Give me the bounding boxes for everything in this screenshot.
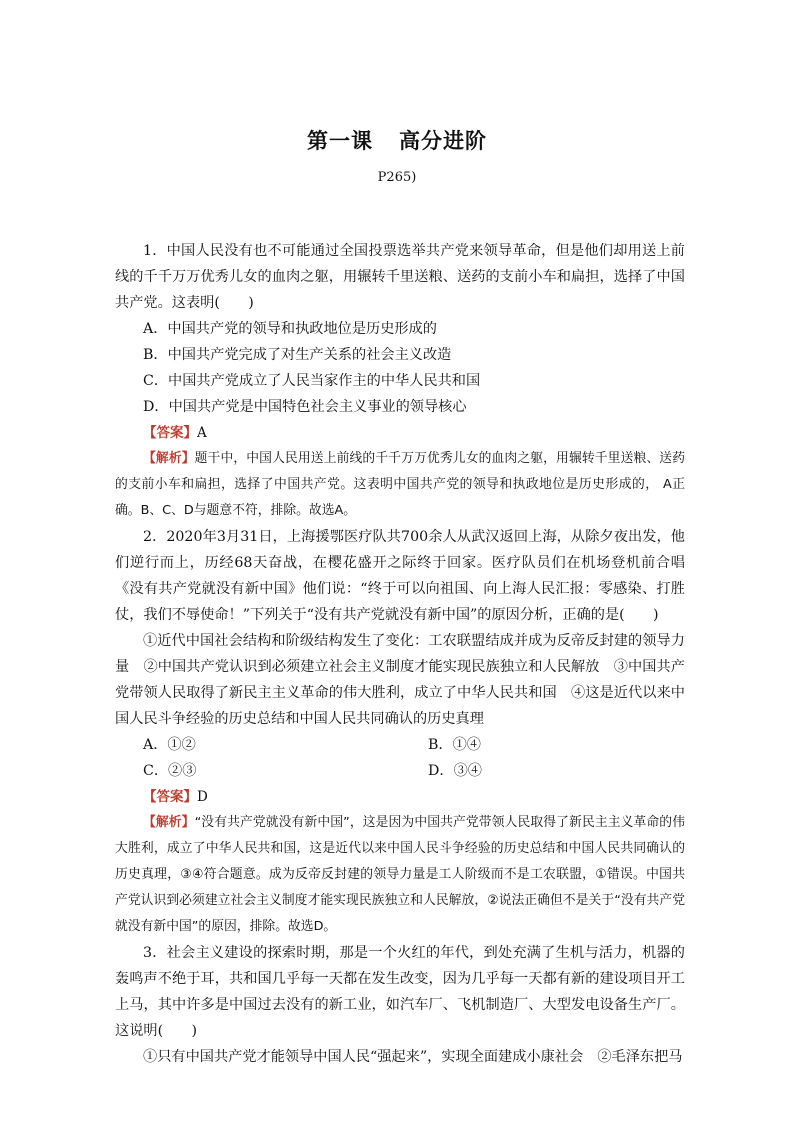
question-2-stem: 2．2020年3月31日，上海援鄂医疗队共700余人从武汉返回上海，从除夕夜出发，他们逆行而上，历经68天奋战，在樱花盛开之际终于回家。医疗队员们在机场登机前合唱《没有共产党就没有新中国》他们说：“终于可以向祖国、向上海人民汇报：零感染、打胜仗，我们不辱使命！”下列关于“没有共产党就没有新中国”的原因分析，正确的是( ) bbox=[115, 529, 685, 623]
question-2-options-row-2 bbox=[115, 758, 685, 784]
question-1-option-b: B．中国共产党完成了对生产关系的社会主义改造 bbox=[143, 347, 452, 363]
analysis-tag: 【解析】 bbox=[143, 815, 195, 830]
question-2-analysis bbox=[115, 810, 685, 940]
analysis-tag: 【解析】 bbox=[143, 451, 195, 466]
question-3-items: ①只有中国共产党才能领导中国人民“强起来”，实现全面建成小康社会 ②毛泽东把马 bbox=[143, 1049, 683, 1065]
answer-value: A bbox=[197, 425, 207, 441]
question-1-analysis bbox=[115, 446, 685, 524]
question-2-options-row-1 bbox=[115, 732, 685, 758]
question-2-answer bbox=[115, 784, 685, 810]
question-1-option-a: A．中国共产党的领导和执政地位是历史形成的 bbox=[143, 321, 437, 337]
question-2-items: ①近代中国社会结构和阶级结构发生了变化：工农联盟结成并成为反帝反封建的领导力量 ②中国共产党认识到必须建立社会主义制度才能实现民族独立和人民解放 ③中国共产党带领人民取得了新民主主义革命的伟大胜利，成立了中华人民共和国 ④这是近代以来中国人民斗争经验的历史总结和中国人民共同确认的历史真理 bbox=[115, 633, 685, 727]
question-1-answer bbox=[115, 420, 685, 446]
question-1-stem: 1．中国人民没有也不可能通过全国投票选举共产党来领导革命，但是他们却用送上前线的千千万万优秀儿女的血肉之躯，用辗转千里送粮、送药的支前小车和扁担，选择了中国共产党。这表明( ) bbox=[115, 243, 685, 311]
question-1-option-d: D．中国共产党是中国特色社会主义事业的领导核心 bbox=[143, 399, 467, 415]
question-1-option-c: C．中国共产党成立了人民当家作主的中华人民共和国 bbox=[143, 373, 481, 389]
page-reference: P265) bbox=[377, 170, 417, 185]
answer-tag: 【答案】 bbox=[143, 425, 197, 441]
question-content bbox=[115, 238, 685, 1070]
title-part-2: 高分进阶 bbox=[399, 128, 487, 153]
question-2-option-b: B．①④ bbox=[428, 737, 481, 753]
question-3-stem: 3．社会主义建设的探索时期，那是一个火红的年代，到处充满了生机与活力，机器的轰鸣声不绝于耳，共和国几乎每一天都在发生改变，因为几乎每一天都有新的建设项目开工上马，其中许多是中国过去没有的新工业，如汽车厂、飞机制造厂、大型发电设备生产厂。这说明( ) bbox=[115, 945, 685, 1039]
question-2-option-c: C．②③ bbox=[143, 763, 197, 779]
answer-tag: 【答案】 bbox=[143, 789, 197, 805]
analysis-text: “没有共产党就没有新中国”，这是因为中国共产党带领人民取得了新民主主义革命的伟大胜利，成立了中华人民共和国，这是近代以来中国人民斗争经验的历史总结和中国人民共同确认的历史真理，③④符合题意。成为反帝反封建的领导力量是工人阶级而不是工农联盟，①错误。中国共产党认识到必须建立社会主义制度才能实现民族独立和人民解放，②说法正确但不是关于“没有共产党就没有新中国”的原因，排除。故选D。 bbox=[115, 815, 685, 934]
question-2-option-a: A．①② bbox=[143, 737, 196, 753]
question-2-option-d: D．③④ bbox=[428, 763, 482, 779]
answer-value: D bbox=[197, 789, 208, 805]
analysis-text: 题干中，中国人民用送上前线的千千万万优秀儿女的血肉之躯，用辗转千里送粮、送药的支前小车和扁担，选择了中国共产党。这表明中国共产党的领导和执政地位是历史形成的， A正确。B、C、D与题意不符，排除。故选A。 bbox=[115, 451, 686, 518]
page-title bbox=[0, 125, 794, 155]
title-part-1: 第一课 bbox=[307, 128, 373, 153]
